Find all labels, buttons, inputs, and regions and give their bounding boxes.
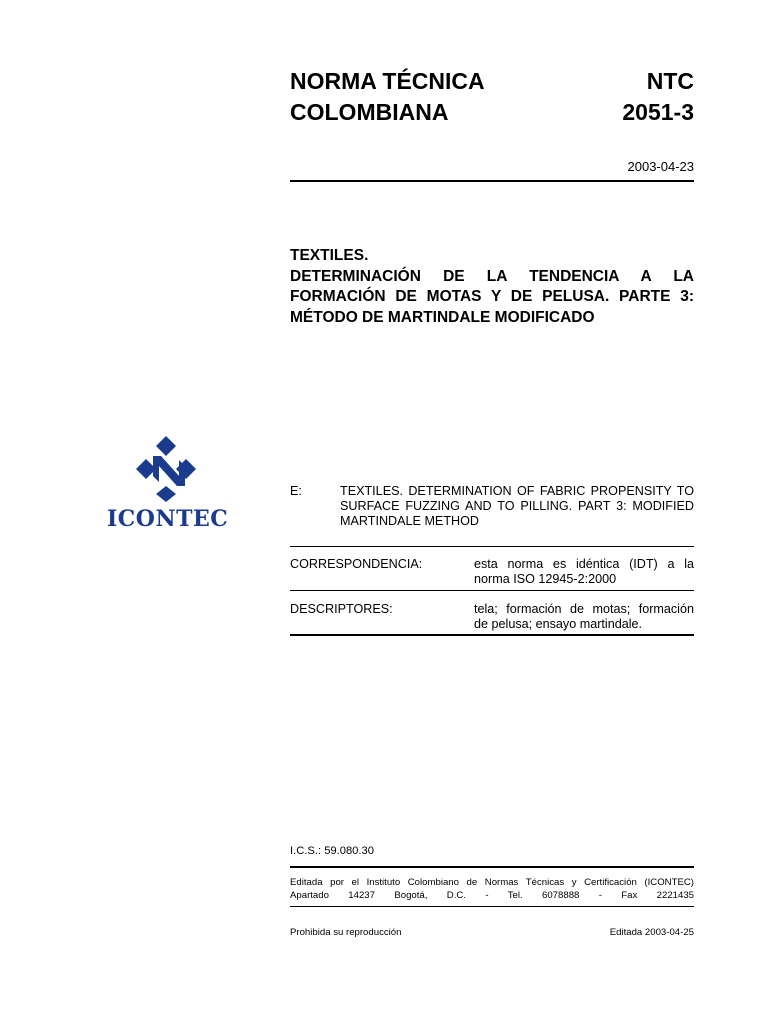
correspondencia-label: CORRESPONDENCIA: [290,557,423,571]
ics-divider [290,866,694,868]
english-title-label: E: [290,484,302,498]
correspondencia-line2: norma ISO 12945-2:2000 [474,572,617,586]
document-title-line3: FORMACIÓN DE MOTAS Y DE PELUSA. PARTE 3: [290,288,694,305]
correspondencia-line1: esta norma es idéntica (IDT) a la [474,557,694,571]
standard-type-line2: COLOMBIANA [290,99,449,125]
document-title-line4: MÉTODO DE MARTINDALE MODIFICADO [290,308,595,326]
english-title-line3: MARTINDALE METHOD [340,514,480,528]
standard-type-line1: NORMA TÉCNICA [290,68,485,94]
header-divider [290,180,694,182]
publication-date: 2003-04-23 [627,159,694,174]
ics-code: I.C.S.: 59.080.30 [290,845,374,857]
correspondencia-divider [290,590,694,591]
document-title [290,246,694,328]
icontec-wordmark: ICONTEC [107,506,229,532]
document-title-line2: DETERMINACIÓN DE LA TENDENCIA A LA [290,267,694,285]
editor-info [290,877,694,902]
correspondencia-value [474,557,694,587]
descriptores-line2: de pelusa; ensayo martindale. [474,617,643,631]
editor-line1: Editada por el Instituto Colombiano de Normas Técnicas y Certificación (ICONTEC) [290,877,694,888]
standard-type-title [290,66,485,128]
standard-code-line2: 2051-3 [622,99,694,125]
english-title-line2: SURFACE FUZZING AND TO PILLING. PART 3: MODIFIED [340,499,694,513]
icontec-n-diamond-icon [131,436,201,502]
document-title-line1: TEXTILES. [290,247,369,264]
english-title-line1: TEXTILES. DETERMINATION OF FABRIC PROPENSITY TO [340,484,694,498]
reproduction-notice: Prohibida su reproducción [290,927,402,938]
editor-divider [290,906,694,907]
descriptores-divider [290,634,694,636]
edition-date: Editada 2003-04-25 [609,927,694,938]
descriptores-value [474,602,694,632]
standard-code [622,66,694,128]
descriptores-line1: tela; formación de motas; formación [474,602,694,616]
icontec-logo [107,436,229,532]
standard-code-line1: NTC [646,68,694,94]
english-title-divider [290,546,694,547]
descriptores-label: DESCRIPTORES: [290,602,393,616]
editor-line2: Apartado 14237 Bogotá, D.C. - Tel. 6078888 - Fax 2221435 [290,889,694,901]
english-title [340,484,694,529]
